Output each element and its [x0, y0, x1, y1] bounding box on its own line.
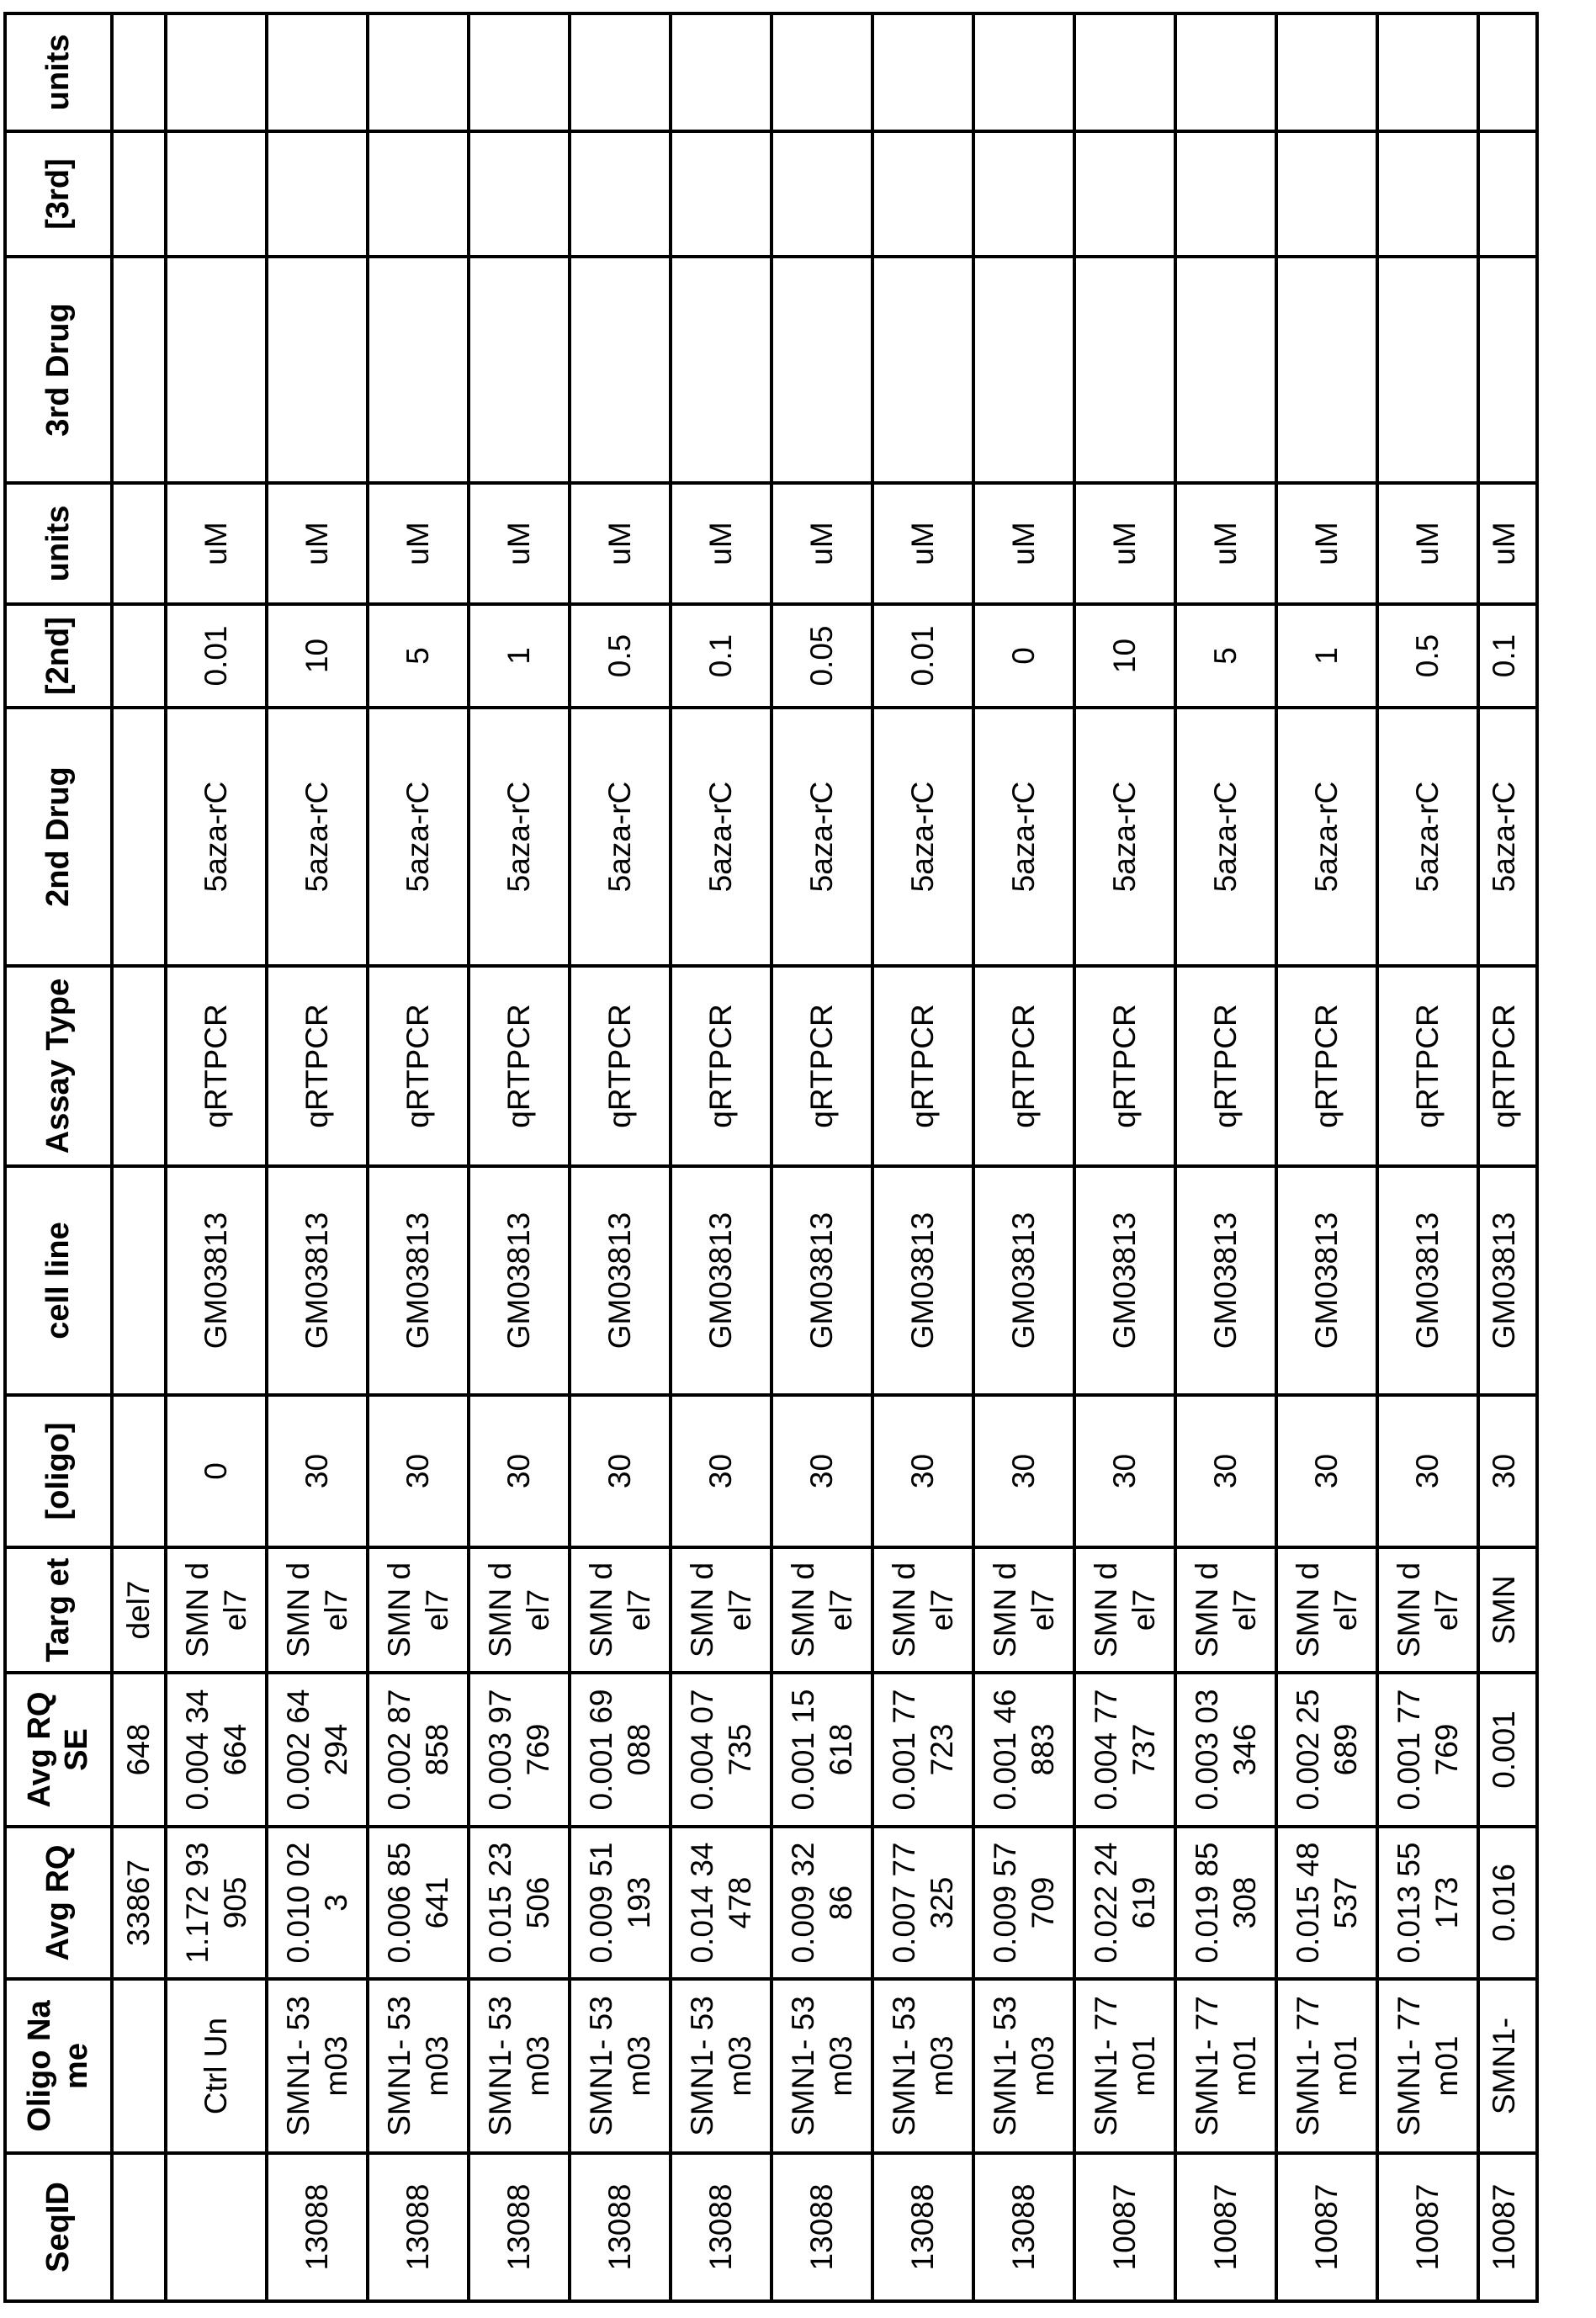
cell-3rd-conc [771, 131, 872, 257]
cell-target: SMN del7 [570, 1547, 671, 1673]
cell-oligo-conc: 30 [469, 1395, 570, 1547]
cell-oligo-conc: 30 [872, 1395, 973, 1547]
results-table [3, 12, 1539, 2303]
cell-avg-rq: 0.009 57709 [973, 1827, 1074, 1979]
cell-2nd-units: uM [872, 483, 973, 604]
col-header-2nd-drug: 2nd Drug [5, 708, 112, 966]
cell-2nd-conc: 0.5 [570, 604, 671, 708]
cell-seqid: 10087 [1377, 2153, 1478, 2301]
table-row [771, 13, 872, 2301]
table-row [973, 13, 1074, 2301]
col-header-avg-rq-se: Avg RQ SE [5, 1673, 112, 1827]
cell-2nd-conc: 1 [469, 604, 570, 708]
table-row [872, 13, 973, 2301]
cell-oligo-name: SMN1- 53 m03 [469, 1979, 570, 2153]
cell-2nd-drug: 5aza-rC [1074, 708, 1175, 966]
cell-3rd-conc [973, 131, 1074, 257]
cell-assay-type: qRTPCR [872, 966, 973, 1166]
cell-3rd-units [469, 13, 570, 131]
cell-target: SMN del7 [1276, 1547, 1377, 1673]
cell-oligo-conc: 30 [570, 1395, 671, 1547]
cell-3rd-drug [1074, 257, 1175, 483]
cell-seqid: 13088 [771, 2153, 872, 2301]
cell-avg-rq-se: 0.001 77723 [872, 1673, 973, 1827]
cell-2nd-units: uM [368, 483, 469, 604]
cell-2nd-conc: 0.1 [671, 604, 771, 708]
cell-oligo-name: SMN1- 53 m03 [973, 1979, 1074, 2153]
cell-oligo-conc: 30 [671, 1395, 771, 1547]
cell-3rd-drug [1175, 257, 1276, 483]
cell-2nd-drug: 5aza-rC [872, 708, 973, 966]
cell-seqid: 10087 [1074, 2153, 1175, 2301]
cell-avg-rq: 0.006 85641 [368, 1827, 469, 1979]
cell-assay-type: qRTPCR [570, 966, 671, 1166]
cell-2nd-conc: 0.5 [1377, 604, 1478, 708]
cell-3rd-conc [671, 131, 771, 257]
cell-oligo-conc: 30 [771, 1395, 872, 1547]
table-row [1074, 13, 1175, 2301]
cell-oligo-conc: 30 [973, 1395, 1074, 1547]
cell-avg-rq-se: 0.002 87858 [368, 1673, 469, 1827]
cell-3rd-conc [1074, 131, 1175, 257]
cell-oligo-name: SMN1- 53 m03 [267, 1979, 368, 2153]
cell-cell-line: GM03813 [570, 1166, 671, 1395]
cell-2nd-conc: 0 [973, 604, 1074, 708]
cell-seqid [166, 2153, 267, 2301]
cell-avg-rq: 0.013 55173 [1377, 1827, 1478, 1979]
cell-3rd-conc [1478, 131, 1537, 257]
cell-3rd-units [671, 13, 771, 131]
cell-3rd-units [1276, 13, 1377, 131]
col-header-seqid: SeqID [5, 2153, 112, 2301]
cell-2nd-drug: 5aza-rC [671, 708, 771, 966]
cell-assay-type: qRTPCR [1377, 966, 1478, 1166]
cell-oligo-name: SMN1- 77 m01 [1074, 1979, 1175, 2153]
cell-2nd-units: uM [267, 483, 368, 604]
col-header-3rd-units: units [5, 13, 112, 131]
cell-3rd-units [1074, 13, 1175, 131]
cell-2nd-conc: 1 [1276, 604, 1377, 708]
cell-assay-type: qRTPCR [166, 966, 267, 1166]
cell-2nd-units: uM [771, 483, 872, 604]
cell-target: SMN [1478, 1547, 1537, 1673]
cell-cell-line [112, 1166, 166, 1395]
cell-cell-line: GM03813 [368, 1166, 469, 1395]
col-header-cell-line: cell line [5, 1166, 112, 1395]
cell-3rd-drug [1377, 257, 1478, 483]
cell-3rd-drug [671, 257, 771, 483]
cell-3rd-units [1478, 13, 1537, 131]
cell-seqid: 13088 [872, 2153, 973, 2301]
cell-oligo-name: SMN1- 77 m01 [1175, 1979, 1276, 2153]
cell-2nd-drug: 5aza-rC [1276, 708, 1377, 966]
cell-3rd-drug [771, 257, 872, 483]
cell-3rd-drug [570, 257, 671, 483]
cell-cell-line: GM03813 [872, 1166, 973, 1395]
cell-2nd-conc: 0.05 [771, 604, 872, 708]
cell-oligo-name: SMN1- 53 m03 [872, 1979, 973, 2153]
cell-3rd-conc [469, 131, 570, 257]
cell-cell-line: GM03813 [166, 1166, 267, 1395]
cell-2nd-drug: 5aza-rC [368, 708, 469, 966]
cell-3rd-units [771, 13, 872, 131]
table-row [368, 13, 469, 2301]
cell-3rd-conc [1175, 131, 1276, 257]
cell-oligo-conc: 30 [1074, 1395, 1175, 1547]
cell-2nd-drug: 5aza-rC [771, 708, 872, 966]
cell-3rd-units [1377, 13, 1478, 131]
cell-2nd-units: uM [1276, 483, 1377, 604]
cell-avg-rq: 0.015 23506 [469, 1827, 570, 1979]
cell-oligo-name: SMN1- 77 m01 [1276, 1979, 1377, 2153]
cell-avg-rq: 0.016 [1478, 1827, 1537, 1979]
cell-target: SMN del7 [368, 1547, 469, 1673]
cell-2nd-drug: 5aza-rC [267, 708, 368, 966]
table-row [469, 13, 570, 2301]
col-header-3rd-drug: 3rd Drug [5, 257, 112, 483]
cell-oligo-conc: 30 [368, 1395, 469, 1547]
cell-3rd-drug [267, 257, 368, 483]
col-header-2nd-units: units [5, 483, 112, 604]
cell-seqid [112, 2153, 166, 2301]
cell-avg-rq: 0.009 3286 [771, 1827, 872, 1979]
cell-avg-rq-se: 0.001 15618 [771, 1673, 872, 1827]
cell-avg-rq: 0.015 48537 [1276, 1827, 1377, 1979]
cell-cell-line: GM03813 [1276, 1166, 1377, 1395]
cell-seqid: 13088 [368, 2153, 469, 2301]
cell-oligo-conc [112, 1395, 166, 1547]
cell-3rd-conc [1276, 131, 1377, 257]
cell-assay-type: qRTPCR [267, 966, 368, 1166]
cell-cell-line: GM03813 [1478, 1166, 1537, 1395]
cell-2nd-conc [112, 604, 166, 708]
cell-target: SMN del7 [872, 1547, 973, 1673]
cell-target: SMN del7 [469, 1547, 570, 1673]
cell-2nd-units [112, 483, 166, 604]
cell-3rd-units [166, 13, 267, 131]
cell-2nd-units: uM [671, 483, 771, 604]
cell-3rd-conc [368, 131, 469, 257]
cell-avg-rq-se: 648 [112, 1673, 166, 1827]
cell-target: SMN del7 [1175, 1547, 1276, 1673]
cell-2nd-drug [112, 708, 166, 966]
cell-oligo-name: SMN1- [1478, 1979, 1537, 2153]
cell-seqid: 13088 [469, 2153, 570, 2301]
cell-oligo-conc: 30 [1478, 1395, 1537, 1547]
cell-2nd-conc: 10 [1074, 604, 1175, 708]
cell-target: SMN del7 [267, 1547, 368, 1673]
cell-avg-rq: 0.014 34478 [671, 1827, 771, 1979]
cell-assay-type: qRTPCR [1478, 966, 1537, 1166]
cell-2nd-units: uM [1175, 483, 1276, 604]
continuation-row [112, 13, 166, 2301]
cell-2nd-conc: 5 [368, 604, 469, 708]
table-row [570, 13, 671, 2301]
table-row [1276, 13, 1377, 2301]
cell-oligo-conc: 30 [1276, 1395, 1377, 1547]
cell-2nd-drug: 5aza-rC [166, 708, 267, 966]
cell-3rd-units [267, 13, 368, 131]
table-row [267, 13, 368, 2301]
cell-avg-rq-se: 0.004 77737 [1074, 1673, 1175, 1827]
cell-assay-type: qRTPCR [469, 966, 570, 1166]
cell-cell-line: GM03813 [1175, 1166, 1276, 1395]
cell-seqid: 10087 [1276, 2153, 1377, 2301]
cell-avg-rq: 0.007 77325 [872, 1827, 973, 1979]
cell-seqid: 13088 [267, 2153, 368, 2301]
cell-assay-type: qRTPCR [1175, 966, 1276, 1166]
cell-avg-rq-se: 0.003 03346 [1175, 1673, 1276, 1827]
cell-oligo-conc: 30 [1175, 1395, 1276, 1547]
cell-2nd-conc: 0.01 [872, 604, 973, 708]
cell-2nd-drug: 5aza-rC [973, 708, 1074, 966]
cell-avg-rq: 33867 [112, 1827, 166, 1979]
cell-2nd-drug: 5aza-rC [570, 708, 671, 966]
cell-oligo-conc: 30 [1377, 1395, 1478, 1547]
cell-target: SMN del7 [166, 1547, 267, 1673]
table-row [1478, 13, 1537, 2301]
rotated-table-container [3, 15, 1587, 2303]
cell-3rd-drug [112, 257, 166, 483]
cell-avg-rq-se: 0.001 77769 [1377, 1673, 1478, 1827]
cell-2nd-units: uM [973, 483, 1074, 604]
cell-2nd-drug: 5aza-rC [1175, 708, 1276, 966]
cell-3rd-conc [1377, 131, 1478, 257]
col-header-2nd-conc: [2nd] [5, 604, 112, 708]
cell-target: SMN del7 [1377, 1547, 1478, 1673]
cell-target: SMN del7 [771, 1547, 872, 1673]
table-row [671, 13, 771, 2301]
cell-avg-rq-se: 0.004 07735 [671, 1673, 771, 1827]
cell-2nd-drug: 5aza-rC [469, 708, 570, 966]
cell-2nd-conc: 0.1 [1478, 604, 1537, 708]
cell-3rd-conc [570, 131, 671, 257]
cell-3rd-conc [112, 131, 166, 257]
cell-avg-rq: 0.022 24619 [1074, 1827, 1175, 1979]
cell-oligo-conc: 30 [267, 1395, 368, 1547]
cell-seqid: 13088 [671, 2153, 771, 2301]
cell-2nd-units: uM [1074, 483, 1175, 604]
cell-2nd-conc: 0.01 [166, 604, 267, 708]
cell-3rd-units [112, 13, 166, 131]
cell-oligo-name [112, 1979, 166, 2153]
cell-avg-rq-se: 0.001 69088 [570, 1673, 671, 1827]
cell-2nd-units: uM [1377, 483, 1478, 604]
cell-3rd-units [570, 13, 671, 131]
cell-3rd-drug [1276, 257, 1377, 483]
cell-avg-rq: 1.172 93905 [166, 1827, 267, 1979]
table-row [1377, 13, 1478, 2301]
cell-target: SMN del7 [973, 1547, 1074, 1673]
cell-avg-rq-se: 0.004 34664 [166, 1673, 267, 1827]
cell-avg-rq: 0.019 85308 [1175, 1827, 1276, 1979]
col-header-oligo-name: Oligo Name [5, 1979, 112, 2153]
cell-2nd-drug: 5aza-rC [1478, 708, 1537, 966]
cell-cell-line: GM03813 [267, 1166, 368, 1395]
cell-avg-rq: 0.010 023 [267, 1827, 368, 1979]
cell-2nd-conc: 5 [1175, 604, 1276, 708]
table-body [112, 13, 1537, 2301]
cell-cell-line: GM03813 [973, 1166, 1074, 1395]
cell-oligo-name: SMN1- 53 m03 [570, 1979, 671, 2153]
col-header-3rd-conc: [3rd] [5, 131, 112, 257]
cell-assay-type: qRTPCR [368, 966, 469, 1166]
cell-oligo-conc: 0 [166, 1395, 267, 1547]
cell-avg-rq-se: 0.002 25689 [1276, 1673, 1377, 1827]
cell-assay-type [112, 966, 166, 1166]
cell-avg-rq-se: 0.001 46883 [973, 1673, 1074, 1827]
cell-3rd-conc [166, 131, 267, 257]
cell-assay-type: qRTPCR [771, 966, 872, 1166]
cell-2nd-drug: 5aza-rC [1377, 708, 1478, 966]
cell-3rd-units [368, 13, 469, 131]
cell-2nd-units: uM [469, 483, 570, 604]
cell-oligo-name: SMN1- 53 m03 [771, 1979, 872, 2153]
cell-oligo-name: SMN1- 77 m01 [1377, 1979, 1478, 2153]
cell-cell-line: GM03813 [469, 1166, 570, 1395]
col-header-target: Targ et [5, 1547, 112, 1673]
cell-avg-rq: 0.009 51193 [570, 1827, 671, 1979]
table-row [166, 13, 267, 2301]
col-header-assay-type: Assay Type [5, 966, 112, 1166]
table-row [1175, 13, 1276, 2301]
cell-3rd-units [1175, 13, 1276, 131]
col-header-avg-rq: Avg RQ [5, 1827, 112, 1979]
cell-seqid: 10087 [1478, 2153, 1537, 2301]
cell-avg-rq-se: 0.002 64294 [267, 1673, 368, 1827]
cell-assay-type: qRTPCR [1276, 966, 1377, 1166]
cell-2nd-units: uM [1478, 483, 1537, 604]
cell-2nd-units: uM [166, 483, 267, 604]
cell-2nd-conc: 10 [267, 604, 368, 708]
cell-target: del7 [112, 1547, 166, 1673]
cell-avg-rq-se: 0.003 97769 [469, 1673, 570, 1827]
cell-cell-line: GM03813 [671, 1166, 771, 1395]
cell-target: SMN del7 [671, 1547, 771, 1673]
cell-oligo-name: SMN1- 53 m03 [671, 1979, 771, 2153]
header-row [5, 13, 112, 2301]
cell-cell-line: GM03813 [771, 1166, 872, 1395]
cell-3rd-drug [469, 257, 570, 483]
cell-seqid: 10087 [1175, 2153, 1276, 2301]
cell-oligo-name: Ctrl Un [166, 1979, 267, 2153]
cell-2nd-units: uM [570, 483, 671, 604]
cell-cell-line: GM03813 [1377, 1166, 1478, 1395]
cell-target: SMN del7 [1074, 1547, 1175, 1673]
cell-3rd-drug [872, 257, 973, 483]
cell-assay-type: qRTPCR [1074, 966, 1175, 1166]
cell-3rd-units [872, 13, 973, 131]
cell-oligo-name: SMN1- 53 m03 [368, 1979, 469, 2153]
cell-assay-type: qRTPCR [973, 966, 1074, 1166]
cell-assay-type: qRTPCR [671, 966, 771, 1166]
cell-3rd-drug [973, 257, 1074, 483]
cell-3rd-drug [166, 257, 267, 483]
cell-3rd-conc [872, 131, 973, 257]
cell-seqid: 13088 [973, 2153, 1074, 2301]
cell-3rd-drug [1478, 257, 1537, 483]
col-header-oligo-conc: [oligo] [5, 1395, 112, 1547]
cell-3rd-units [973, 13, 1074, 131]
cell-avg-rq-se: 0.001 [1478, 1673, 1537, 1827]
cell-cell-line: GM03813 [1074, 1166, 1175, 1395]
cell-seqid: 13088 [570, 2153, 671, 2301]
cell-3rd-drug [368, 257, 469, 483]
cell-3rd-conc [267, 131, 368, 257]
